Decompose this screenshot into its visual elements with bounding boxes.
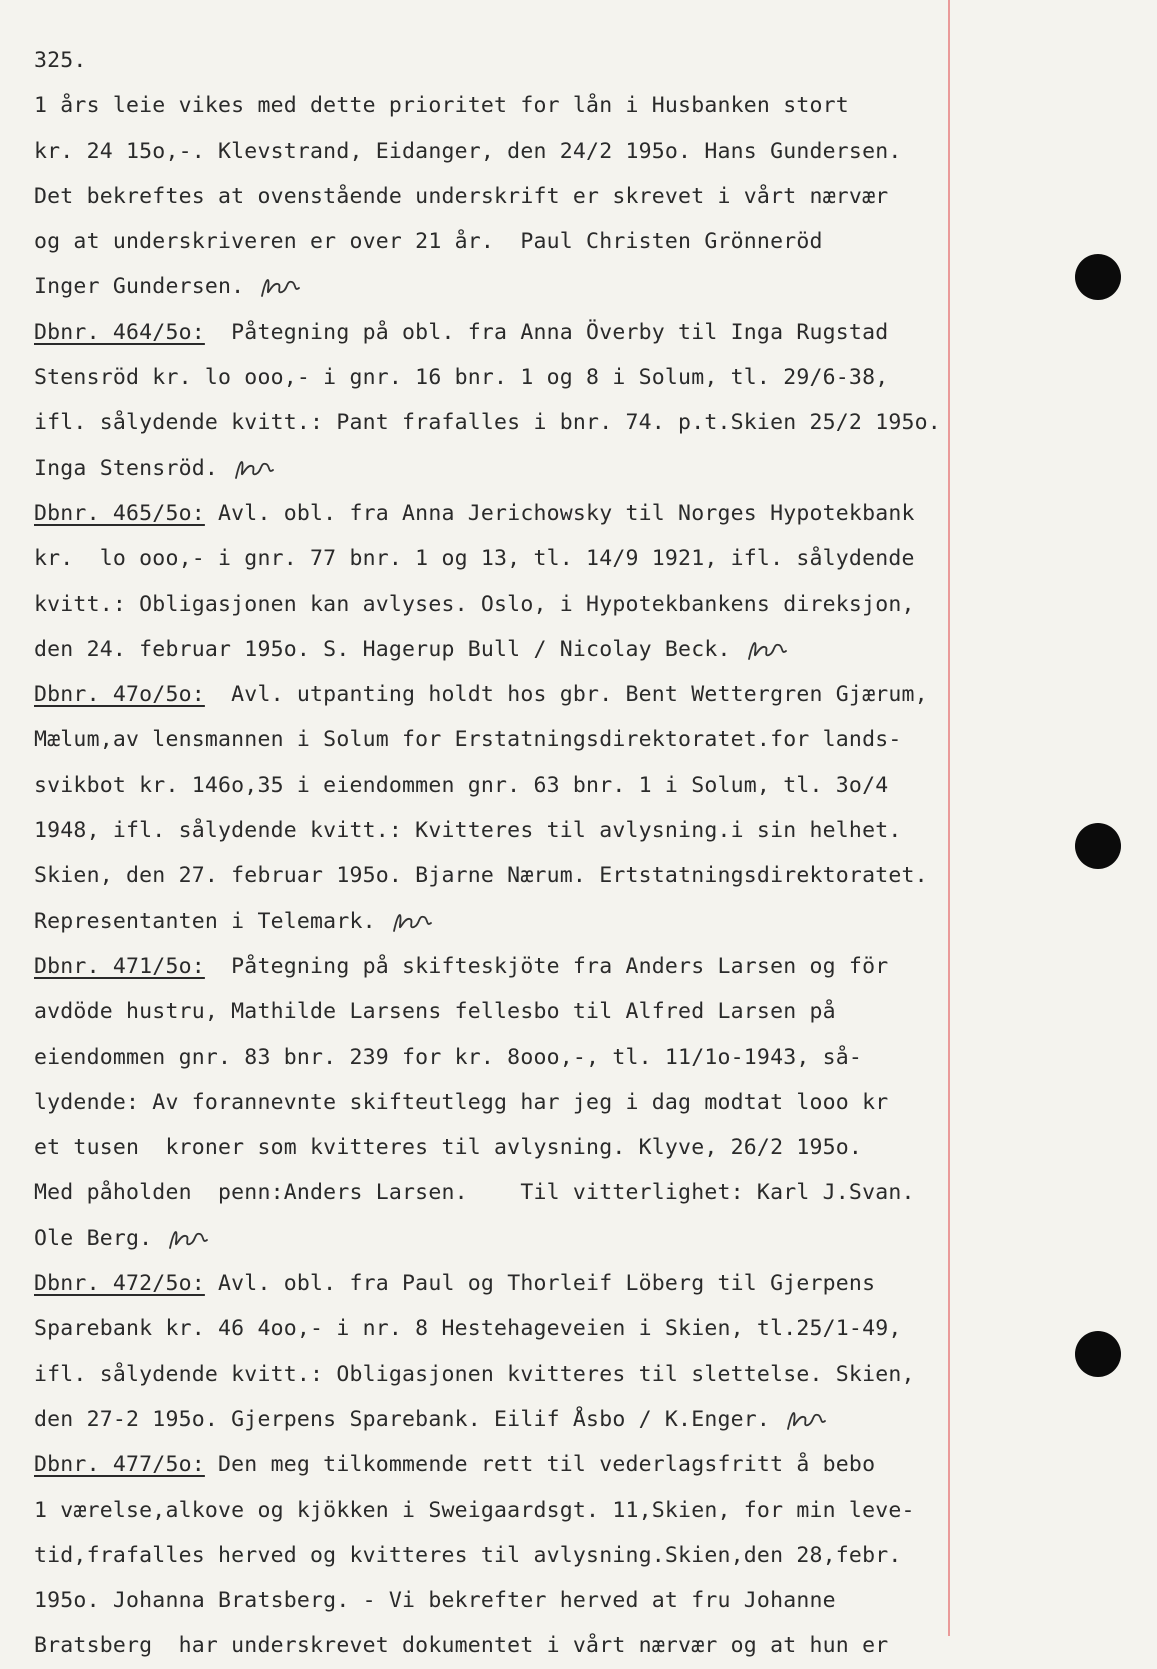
text-line bbox=[34, 1352, 974, 1397]
line-text: Inga Stensröd. bbox=[34, 455, 219, 481]
text-line bbox=[34, 717, 974, 762]
text-line bbox=[34, 1170, 974, 1215]
text-line bbox=[34, 400, 974, 445]
entry-number: Dbnr. 464/5o: bbox=[34, 319, 205, 345]
line-text: Sparebank kr. 46 4oo,- i nr. 8 Hestehageveien i Skien, tl.25/1-49, bbox=[34, 1316, 902, 1342]
page-number: 325. bbox=[34, 48, 87, 73]
text-line bbox=[34, 446, 974, 491]
text-line bbox=[34, 944, 974, 989]
line-text: Det bekreftes at ovenstående underskrift er skrevet i vårt nærvær bbox=[34, 183, 889, 209]
text-line bbox=[34, 355, 974, 400]
punch-hole bbox=[1075, 1331, 1121, 1377]
text-line bbox=[34, 1623, 974, 1668]
line-text: Den meg tilkommende rett til vederlagsfritt å bebo bbox=[204, 1452, 876, 1478]
document-body bbox=[34, 38, 974, 1669]
line-text: den 24. februar 195o. S. Hagerup Bull / Nicolay Beck. bbox=[34, 636, 731, 662]
line-text: 1 værelse,alkove og kjökken i Sweigaardsgt. 11,Skien, for min leve- bbox=[34, 1497, 915, 1523]
line-text: Skien, den 27. februar 195o. Bjarne Nærum. Ertstatningsdirektoratet. bbox=[34, 863, 928, 889]
line-text: Inger Gundersen. bbox=[34, 274, 245, 300]
text-line bbox=[34, 1488, 974, 1533]
line-text: Avl. utpanting holdt hos gbr. Bent Wettergren Gjærum, bbox=[204, 682, 928, 708]
text-line bbox=[34, 853, 974, 898]
text-line bbox=[34, 83, 974, 128]
text-line bbox=[34, 1080, 974, 1125]
text-line bbox=[34, 627, 974, 672]
line-text: Ole Berg. bbox=[34, 1225, 153, 1251]
line-text: Representanten i Telemark. bbox=[34, 908, 376, 934]
initials-signature bbox=[258, 270, 302, 304]
line-text: avdöde hustru, Mathilde Larsens fellesbo til Alfred Larsen på bbox=[34, 999, 836, 1025]
entry-number: Dbnr. 465/5o: bbox=[34, 500, 205, 526]
line-text: tid,frafalles herved og kvitteres til avlysning.Skien,den 28,febr. bbox=[34, 1542, 902, 1568]
line-text: Med påholden penn:Anders Larsen. Til vitterlighet: Karl J.Svan. bbox=[34, 1180, 915, 1206]
line-text: 1948, ifl. sålydende kvitt.: Kvitteres til avlysning.i sin helhet. bbox=[34, 818, 902, 844]
text-line bbox=[34, 129, 974, 174]
text-line bbox=[34, 1261, 974, 1306]
text-line bbox=[34, 989, 974, 1034]
text-line bbox=[34, 1035, 974, 1080]
line-text: den 27-2 195o. Gjerpens Sparebank. Eilif Åsbo / K.Enger. bbox=[34, 1406, 771, 1432]
text-line bbox=[34, 1306, 974, 1351]
text-line bbox=[34, 219, 974, 264]
line-text: Stensröd kr. lo ooo,- i gnr. 16 bnr. 1 og 8 i Solum, tl. 29/6-38, bbox=[34, 365, 889, 391]
line-text: Avl. obl. fra Anna Jerichowsky til Norges Hypotekbank bbox=[204, 500, 915, 526]
text-line bbox=[34, 310, 974, 355]
text-line bbox=[34, 264, 974, 309]
text-line bbox=[34, 808, 974, 853]
line-text: 195o. Johanna Bratsberg. - Vi bekrefter herved at fru Johanne bbox=[34, 1588, 836, 1614]
text-line bbox=[34, 174, 974, 219]
entry-number: Dbnr. 477/5o: bbox=[34, 1452, 205, 1478]
punch-hole bbox=[1075, 823, 1121, 869]
line-text: kvitt.: Obligasjonen kan avlyses. Oslo, i Hypotekbankens direksjon, bbox=[34, 591, 915, 617]
line-text: Mælum,av lensmannen i Solum for Erstatningsdirektoratet.for lands- bbox=[34, 727, 902, 753]
initials-signature bbox=[784, 1403, 828, 1437]
text-line bbox=[34, 1125, 974, 1170]
line-text: eiendommen gnr. 83 bnr. 239 for kr. 8ooo,-, tl. 11/1o-1943, så- bbox=[34, 1044, 863, 1070]
line-text: lydende: Av forannevnte skifteutlegg har jeg i dag modtat looo kr bbox=[34, 1089, 889, 1115]
entry-number: Dbnr. 47o/5o: bbox=[34, 682, 205, 708]
line-text: svikbot kr. 146o,35 i eiendommen gnr. 63 bnr. 1 i Solum, tl. 3o/4 bbox=[34, 772, 889, 798]
initials-signature bbox=[232, 452, 276, 486]
line-text: kr. lo ooo,- i gnr. 77 bnr. 1 og 13, tl. 14/9 1921, ifl. sålydende bbox=[34, 546, 915, 572]
entry-number: Dbnr. 471/5o: bbox=[34, 953, 205, 979]
text-line bbox=[34, 1442, 974, 1487]
line-text: kr. 24 15o,-. Klevstrand, Eidanger, den 24/2 195o. Hans Gundersen. bbox=[34, 138, 902, 164]
text-line bbox=[34, 672, 974, 717]
text-line bbox=[34, 1578, 974, 1623]
line-text: ifl. sålydende kvitt.: Obligasjonen kvitteres til slettelse. Skien, bbox=[34, 1361, 915, 1387]
text-line bbox=[34, 763, 974, 808]
initials-signature bbox=[166, 1222, 210, 1256]
line-text: ifl. sålydende kvitt.: Pant frafalles i bnr. 74. p.t.Skien 25/2 195o. bbox=[34, 410, 941, 436]
initials-signature bbox=[745, 633, 789, 667]
line-text: Påtegning på obl. fra Anna Överby til Inga Rugstad bbox=[204, 319, 889, 345]
entry-number: Dbnr. 472/5o: bbox=[34, 1271, 205, 1297]
text-line bbox=[34, 1533, 974, 1578]
text-line bbox=[34, 1216, 974, 1261]
line-text: Avl. obl. fra Paul og Thorleif Löberg til Gjerpens bbox=[204, 1271, 876, 1297]
line-text: Bratsberg har underskrevet dokumentet i vårt nærvær og at hun er bbox=[34, 1633, 889, 1659]
text-line bbox=[34, 491, 974, 536]
text-line bbox=[34, 1397, 974, 1442]
text-line bbox=[34, 899, 974, 944]
line-text: 1 års leie vikes med dette prioritet for lån i Husbanken stort bbox=[34, 93, 849, 119]
line-text: og at underskriveren er over 21 år. Paul Christen Grönneröd bbox=[34, 229, 823, 255]
line-text: et tusen kroner som kvitteres til avlysning. Klyve, 26/2 195o. bbox=[34, 1135, 863, 1161]
text-line bbox=[34, 536, 974, 581]
initials-signature bbox=[390, 905, 434, 939]
line-text: Påtegning på skifteskjöte fra Anders Larsen og för bbox=[204, 953, 889, 979]
text-line bbox=[34, 582, 974, 627]
punch-hole bbox=[1075, 254, 1121, 300]
